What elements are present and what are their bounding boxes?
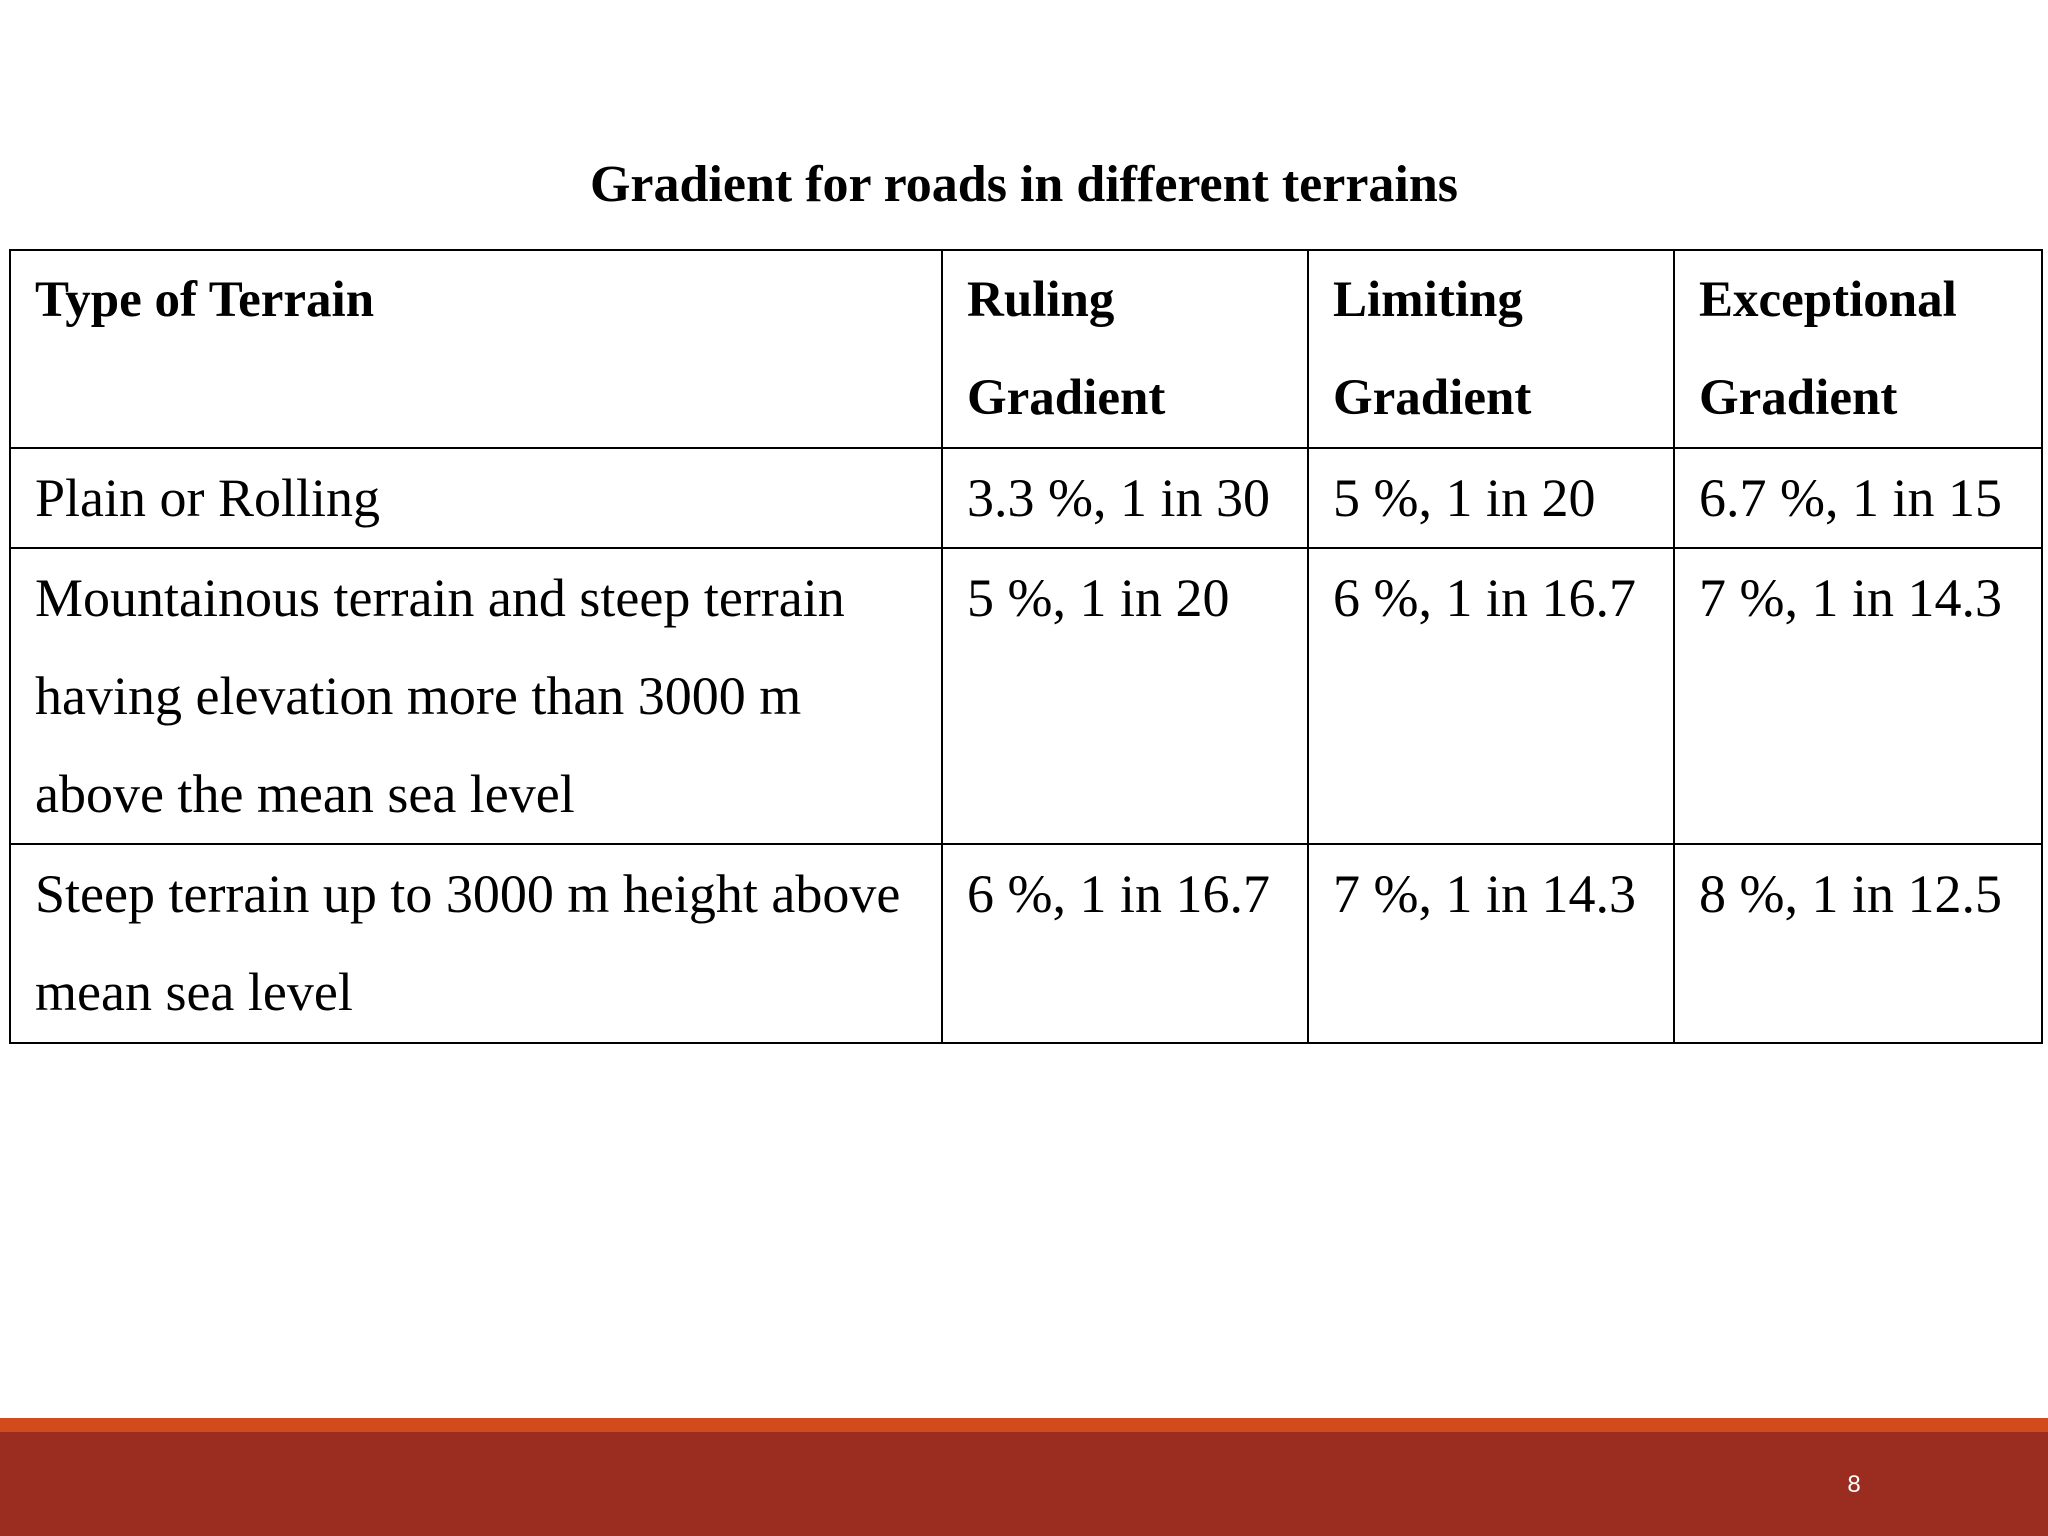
footer-accent-stripe xyxy=(0,1418,2048,1432)
cell-terrain: Plain or Rolling xyxy=(10,448,942,548)
cell-exceptional: 8 %, 1 in 12.5 xyxy=(1674,844,2042,1043)
cell-exceptional: 7 %, 1 in 14.3 xyxy=(1674,548,2042,844)
header-limiting-gradient: Limiting Gradient xyxy=(1308,250,1674,448)
cell-ruling: 5 %, 1 in 20 xyxy=(942,548,1308,844)
cell-exceptional: 6.7 %, 1 in 15 xyxy=(1674,448,2042,548)
cell-terrain: Steep terrain up to 3000 m height above mean sea level xyxy=(10,844,942,1043)
header-terrain: Type of Terrain xyxy=(10,250,942,448)
header-ruling-gradient: Ruling Gradient xyxy=(942,250,1308,448)
cell-limiting: 7 %, 1 in 14.3 xyxy=(1308,844,1674,1043)
gradient-table xyxy=(9,249,2043,1044)
slide-title: Gradient for roads in different terrains xyxy=(589,156,1459,213)
footer-bar xyxy=(0,1432,2048,1536)
table-row xyxy=(10,448,2042,548)
cell-limiting: 6 %, 1 in 16.7 xyxy=(1308,548,1674,844)
cell-limiting: 5 %, 1 in 20 xyxy=(1308,448,1674,548)
header-exceptional-gradient: Exceptional Gradient xyxy=(1674,250,2042,448)
cell-ruling: 6 %, 1 in 16.7 xyxy=(942,844,1308,1043)
table-header-row xyxy=(10,250,2042,448)
cell-ruling: 3.3 %, 1 in 30 xyxy=(942,448,1308,548)
table-row xyxy=(10,844,2042,1043)
table-row xyxy=(10,548,2042,844)
cell-terrain: Mountainous terrain and steep terrain having elevation more than 3000 m above the mean sea level xyxy=(10,548,942,844)
page-number: 8 xyxy=(1847,1471,1861,1498)
